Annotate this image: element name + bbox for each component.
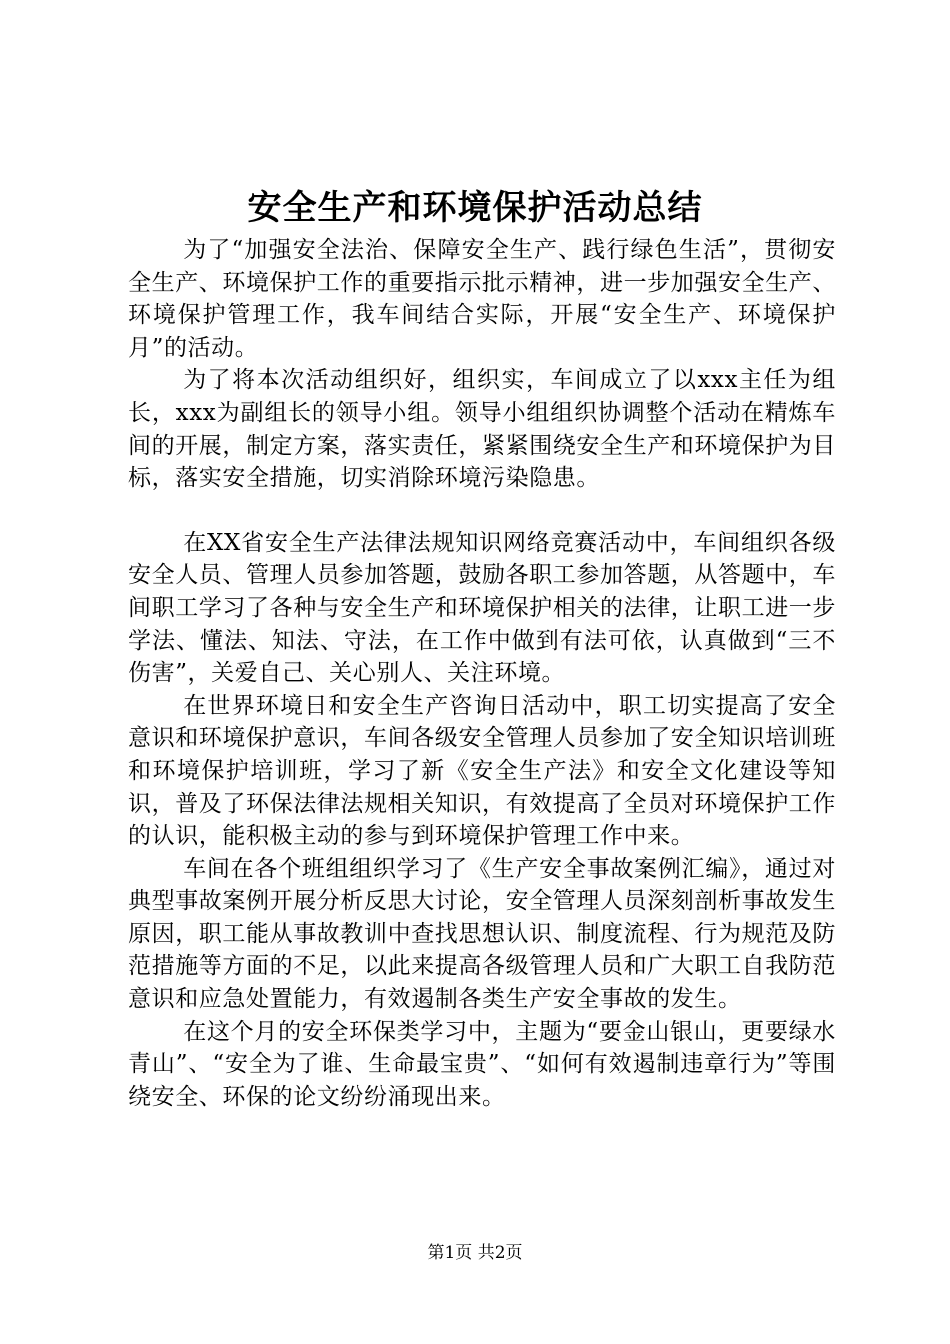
document-body bbox=[128, 234, 836, 1113]
paragraph-online-contest: 在XX省安全生产法律法规知识网络竞赛活动中，车间组织各级安全人员、管理人员参加答题，鼓励各职工参加答题，从答题中，车间职工学习了各种与安全生产和环境保护相关的法律，让职工进一步学法、懂法、知法、守法，在工作中做到有法可依，认真做到“三不伤害”，关爱自己、关心别人、关注环境。 bbox=[128, 529, 836, 687]
page-number: 第1页 共2页 bbox=[427, 1243, 523, 1263]
paragraph-environment-day: 在世界环境日和安全生产咨询日活动中，职工切实提高了安全意识和环境保护意识，车间各级安全管理人员参加了安全知识培训班和环境保护培训班，学习了新《安全生产法》和安全文化建设等知识，普及了环保法律法规相关知识，有效提高了全员对环境保护工作的认识，能积极主动的参与到环境保护管理工作中来。 bbox=[128, 692, 836, 850]
paragraph-leadership-group: 为了将本次活动组织好，组织实，车间成立了以xxx主任为组长，xxx为副组长的领导小组。领导小组组织协调整个活动在精炼车间的开展，制定方案，落实责任，紧紧围绕安全生产和环境保护为目标，落实安全措施，切实消除环境污染隐患。 bbox=[128, 367, 836, 492]
paragraph-case-study: 车间在各个班组组织学习了《生产安全事故案例汇编》，通过对典型事故案例开展分析反思大讨论，安全管理人员深刻剖析事故发生原因，职工能从事故教训中查找思想认识、制度流程、行为规范及防范措施等方面的不足，以此来提高各级管理人员和广大职工自我防范意识和应急处置能力，有效遏制各类生产安全事故的发生。 bbox=[128, 855, 836, 1013]
paragraph-spacer bbox=[128, 495, 836, 527]
paragraph-essays: 在这个月的安全环保类学习中，主题为“要金山银山，更要绿水青山”、“安全为了谁、生命最宝贵”、“如何有效遏制违章行为”等围绕安全、环保的论文纷纷涌现出来。 bbox=[128, 1018, 836, 1110]
paragraph-intro: 为了“加强安全法治、保障安全生产、践行绿色生活”，贯彻安全生产、环境保护工作的重要指示批示精神，进一步加强安全生产、环境保护管理工作，我车间结合实际，开展“安全生产、环境保护月”的活动。 bbox=[128, 237, 836, 361]
document-title: 安全生产和环境保护活动总结 bbox=[247, 188, 703, 228]
